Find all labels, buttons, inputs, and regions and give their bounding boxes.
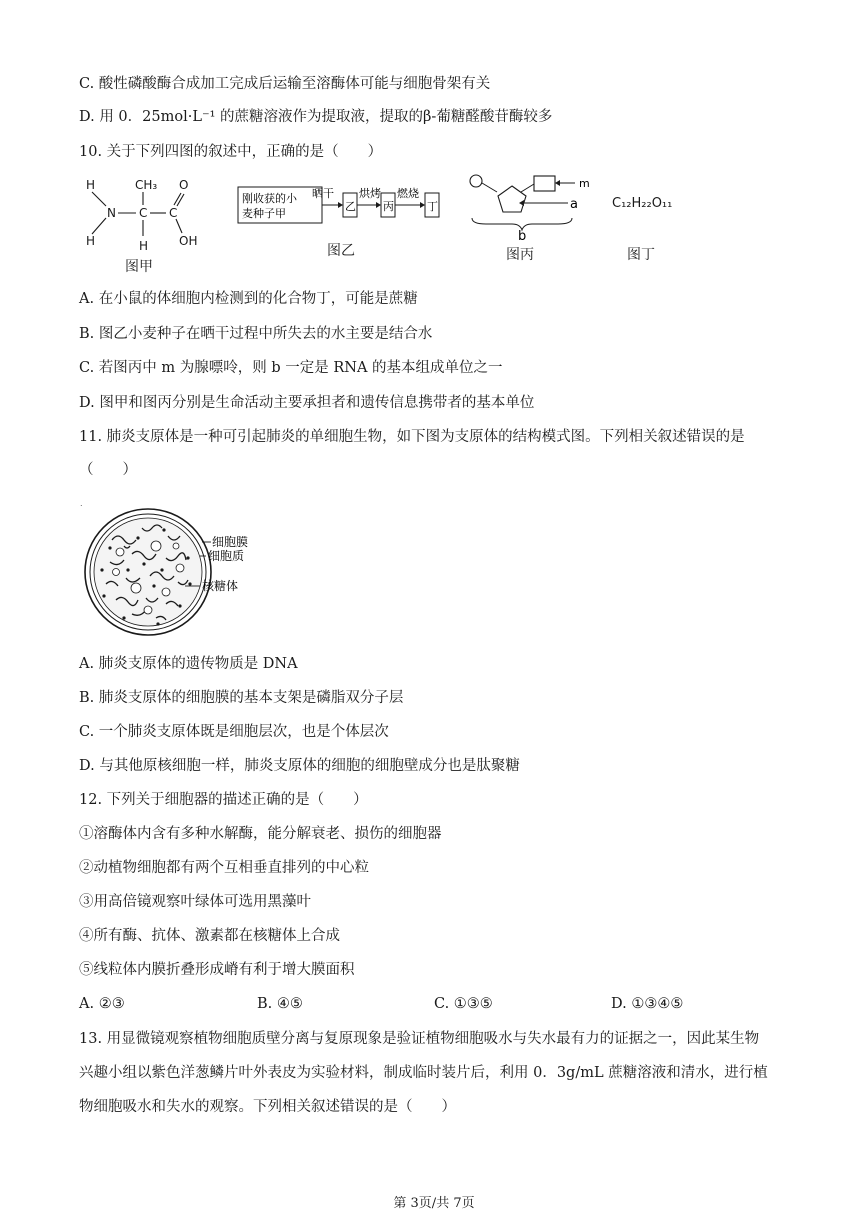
q12-stem: 12. 下列关于细胞器的描述正确的是（ ）: [79, 792, 368, 808]
atom-h: H: [86, 234, 96, 248]
group-ch3: CH₃: [135, 178, 158, 192]
q12-option-d: D. ①③④⑤: [611, 996, 684, 1012]
q12-statement-3: ③用高倍镜观察叶绿体可选用黑藻叶: [79, 894, 311, 910]
q12-option-b: B. ④⑤: [257, 996, 303, 1012]
q12-statement-5: ⑤线粒体内膜折叠形成嵴有利于增大膜面积: [79, 962, 355, 978]
label-cytoplasm: 细胞质: [208, 549, 245, 563]
atom-o: O: [179, 178, 189, 192]
figure-jia-caption: 图甲: [125, 259, 153, 275]
page-footer: 第 3页/共 7页: [393, 1196, 475, 1211]
q10-stem: 10. 关于下列四图的叙述中，正确的是（ ）: [79, 144, 383, 160]
q12-statement-1: ①溶酶体内含有多种水解酶，能分解衰老、损伤的细胞器: [79, 826, 442, 842]
group-oh: OH: [179, 234, 198, 248]
node-bing: 丙: [383, 200, 394, 213]
q11-option-b: B. 肺炎支原体的细胞膜的基本支架是磷脂双分子层: [79, 690, 404, 706]
label-ribosome: 核糖体: [202, 579, 239, 593]
figure-yi-seed-flow: [237, 183, 449, 229]
q12-option-a: A. ②③: [79, 996, 125, 1012]
figure-yi-caption: 图乙: [327, 243, 355, 259]
q9-option-d: D. 用 0．25mol·L⁻¹ 的蔗糖溶液作为提取液，提取的β-葡糖醛酸苷酶较多: [79, 109, 553, 125]
figure-ding-caption: 图丁: [627, 247, 655, 263]
label-cell-membrane: 细胞膜: [212, 535, 249, 549]
figure-bing-caption: 图丙: [506, 247, 534, 263]
q11-stem: 11. 肺炎支原体是一种可引起肺炎的单细胞生物，如下图为支原体的结构模式图。下列相关叙述错误的是: [79, 429, 745, 445]
q10-option-b: B. 图乙小麦种子在晒干过程中所失去的水主要是结合水: [79, 326, 433, 342]
label-b: b: [518, 229, 527, 240]
q11-stem-paren: （ ）: [79, 462, 137, 478]
q9-option-c: C. 酸性磷酸酶合成加工完成后运输至溶酶体可能与细胞骨架有关: [79, 76, 491, 92]
atom-h: H: [139, 239, 149, 253]
seed-box-line2: 麦种子甲: [242, 207, 286, 220]
q12-statement-2: ②动植物细胞都有两个互相垂直排列的中心粒: [79, 860, 369, 876]
q11-option-d: D. 与其他原核细胞一样，肺炎支原体的细胞的细胞壁成分也是肽聚糖: [79, 758, 520, 774]
q13-stem-line2: 兴趣小组以紫色洋葱鳞片叶外表皮为实验材料，制成临时装片后，利用 0．3g/mL 蔗糖溶液和清水，进行植: [79, 1065, 768, 1081]
seed-box-line1: 刚收获的小: [242, 192, 297, 205]
atom-c: C: [139, 206, 148, 220]
q12-statement-4: ④所有酶、抗体、激素都在核糖体上合成: [79, 928, 340, 944]
q13-stem-line1: 13. 用显微镜观察植物细胞质壁分离与复原现象是验证植物细胞吸水与失水最有力的证据之一，因此某生物: [79, 1031, 760, 1047]
node-ding: 丁: [427, 200, 438, 213]
figure-mycoplasma-cell: [80, 500, 280, 640]
q13-stem-line3: 物细胞吸水和失水的观察。下列相关叙述错误的是（ ）: [79, 1099, 456, 1115]
node-yi: 乙: [345, 200, 356, 213]
label-a: a: [570, 197, 578, 212]
label-m: m: [579, 177, 590, 190]
atom-c: C: [169, 206, 178, 220]
figure-ding-formula: C₁₂H₂₂O₁₁: [612, 196, 673, 211]
q11-option-a: A. 肺炎支原体的遗传物质是 DNA: [79, 656, 298, 672]
atom-h: H: [86, 178, 96, 192]
figure-bing-nucleotide: [464, 168, 614, 240]
atom-n: N: [107, 206, 116, 220]
step-burn-label: 燃烧: [397, 187, 419, 200]
step-bake-label: 烘烤: [359, 187, 381, 200]
q12-option-c: C. ①③⑤: [434, 996, 493, 1012]
svg-text:.: .: [80, 500, 83, 508]
step-dry-label: 晒干: [312, 187, 334, 200]
q10-option-c: C. 若图丙中 m 为腺嘌呤，则 b 一定是 RNA 的基本组成单位之一: [79, 360, 503, 376]
q11-option-c: C. 一个肺炎支原体既是细胞层次，也是个体层次: [79, 724, 389, 740]
q10-option-a: A. 在小鼠的体细胞内检测到的化合物丁，可能是蔗糖: [79, 291, 418, 307]
q10-option-d: D. 图甲和图丙分别是生命活动主要承担者和遗传信息携带者的基本单位: [79, 395, 535, 411]
